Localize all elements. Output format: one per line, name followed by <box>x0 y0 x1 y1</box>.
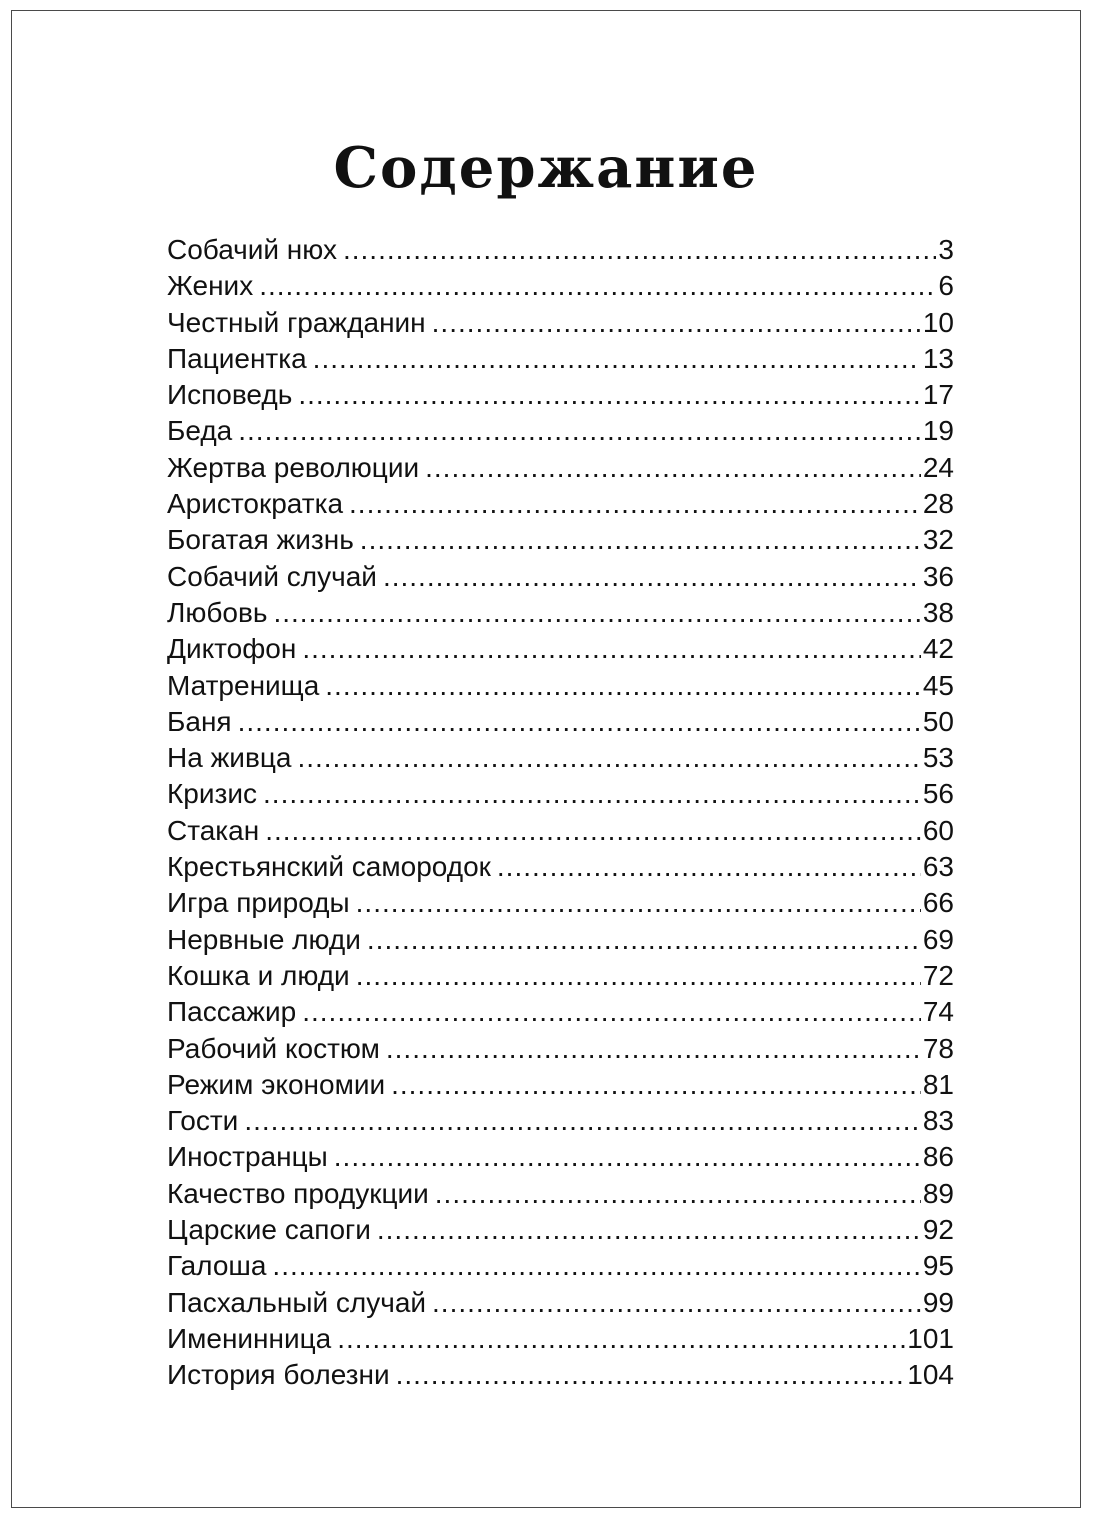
toc-entry-title: Любовь <box>167 596 268 628</box>
toc-entry-title: Качество продукции <box>167 1177 429 1209</box>
toc-entry-title: Иностранцы <box>167 1141 328 1173</box>
toc-entry-page: 36 <box>922 560 954 592</box>
dot-leader <box>391 1067 921 1103</box>
toc-entry[interactable] <box>167 1248 954 1284</box>
toc-entry-title: Диктофон <box>167 633 297 665</box>
toc-entry[interactable] <box>167 595 954 631</box>
toc-entry[interactable] <box>167 268 954 304</box>
dot-leader <box>298 377 921 413</box>
toc-entry-page: 92 <box>922 1214 954 1246</box>
toc-entry-title: Рабочий костюм <box>167 1032 380 1064</box>
toc-entry-title: Гости <box>167 1105 239 1137</box>
toc-entry-title: Богатая жизнь <box>167 524 354 556</box>
toc-entry-title: Пасхальный случай <box>167 1286 427 1318</box>
dot-leader <box>334 1139 921 1175</box>
dot-leader <box>263 776 921 812</box>
dot-leader <box>396 1357 906 1393</box>
toc-entry[interactable] <box>167 922 954 958</box>
toc-entry-title: Жених <box>167 270 254 302</box>
toc-entry-page: 53 <box>922 742 954 774</box>
toc-entry[interactable] <box>167 958 954 994</box>
dot-leader <box>377 1212 921 1248</box>
toc-entry[interactable] <box>167 377 954 413</box>
dot-leader <box>367 922 921 958</box>
dot-leader <box>259 268 936 304</box>
toc-entry-page: 24 <box>922 451 954 483</box>
toc-entry[interactable] <box>167 704 954 740</box>
toc-entry[interactable] <box>167 341 954 377</box>
toc-entry-page: 63 <box>922 851 954 883</box>
toc-entry-title: Жертва революции <box>167 451 420 483</box>
toc-entry-title: Беда <box>167 415 233 447</box>
toc-entry[interactable] <box>167 1067 954 1103</box>
table-of-contents <box>167 232 954 1394</box>
toc-entry[interactable] <box>167 994 954 1030</box>
toc-entry[interactable] <box>167 740 954 776</box>
toc-entry-title: Царские сапоги <box>167 1214 371 1246</box>
toc-entry-page: 89 <box>922 1177 954 1209</box>
toc-entry-title: Именинница <box>167 1322 332 1354</box>
toc-entry-title: Аристократка <box>167 488 344 520</box>
dot-leader <box>273 595 920 631</box>
dot-leader <box>432 305 921 341</box>
page-title: Содержание <box>333 135 759 201</box>
dot-leader <box>302 994 921 1030</box>
toc-entry-title: Честный гражданин <box>167 306 426 338</box>
toc-entry[interactable] <box>167 1176 954 1212</box>
toc-entry[interactable] <box>167 1357 954 1393</box>
toc-entry-title: История болезни <box>167 1359 390 1391</box>
toc-entry-page: 3 <box>938 234 954 265</box>
toc-entry-page: 101 <box>907 1322 954 1354</box>
toc-entry-page: 17 <box>922 379 954 411</box>
dot-leader <box>432 1285 921 1321</box>
toc-entry-page: 42 <box>922 633 954 665</box>
toc-entry-title: Игра природы <box>167 887 350 919</box>
toc-entry-page: 56 <box>922 778 954 810</box>
toc-entry-title: Баня <box>167 705 232 737</box>
toc-entry-page: 99 <box>922 1286 954 1318</box>
dot-leader <box>356 885 921 921</box>
toc-entry[interactable] <box>167 1321 954 1357</box>
toc-entry[interactable] <box>167 1212 954 1248</box>
dot-leader <box>360 522 921 558</box>
toc-entry-title: Матренища <box>167 669 320 701</box>
toc-entry[interactable] <box>167 776 954 812</box>
toc-entry-title: Режим экономии <box>167 1068 386 1100</box>
toc-entry-title: Собачий случай <box>167 560 377 592</box>
dot-leader <box>343 232 936 268</box>
toc-entry[interactable] <box>167 813 954 849</box>
toc-entry-title: Исповедь <box>167 379 293 411</box>
dot-leader <box>356 958 921 994</box>
dot-leader <box>244 1103 921 1139</box>
toc-entry[interactable] <box>167 1139 954 1175</box>
toc-entry[interactable] <box>167 522 954 558</box>
toc-entry-page: 19 <box>922 415 954 447</box>
toc-entry-page: 28 <box>922 488 954 520</box>
toc-entry-title: Нервные люди <box>167 923 361 955</box>
toc-entry[interactable] <box>167 1103 954 1139</box>
toc-entry-page: 10 <box>922 306 954 338</box>
toc-entry-page: 86 <box>922 1141 954 1173</box>
toc-entry-page: 50 <box>922 705 954 737</box>
dot-leader <box>383 559 921 595</box>
toc-entry[interactable] <box>167 486 954 522</box>
toc-entry-page: 6 <box>938 270 954 302</box>
toc-entry[interactable] <box>167 849 954 885</box>
toc-entry-page: 81 <box>922 1068 954 1100</box>
dot-leader <box>297 740 920 776</box>
toc-entry-page: 78 <box>922 1032 954 1064</box>
toc-entry[interactable] <box>167 232 954 268</box>
toc-entry[interactable] <box>167 413 954 449</box>
toc-entry[interactable] <box>167 1285 954 1321</box>
dot-leader <box>272 1248 920 1284</box>
page-frame <box>11 10 1081 1508</box>
toc-entry-page: 74 <box>922 996 954 1028</box>
dot-leader <box>313 341 921 377</box>
toc-entry-title: Собачий нюх <box>167 234 337 265</box>
dot-leader <box>349 486 921 522</box>
toc-entry-page: 72 <box>922 959 954 991</box>
toc-entry-page: 95 <box>922 1250 954 1282</box>
dot-leader <box>386 1031 921 1067</box>
toc-entry-page: 104 <box>907 1359 954 1391</box>
toc-entry-page: 69 <box>922 923 954 955</box>
toc-entry-title: На живца <box>167 742 292 774</box>
toc-entry-page: 45 <box>922 669 954 701</box>
toc-entry-page: 38 <box>922 596 954 628</box>
dot-leader <box>337 1321 905 1357</box>
dot-leader <box>497 849 921 885</box>
toc-entry[interactable] <box>167 450 954 486</box>
dot-leader <box>435 1176 921 1212</box>
dot-leader <box>425 450 921 486</box>
dot-leader <box>325 668 921 704</box>
toc-entry[interactable] <box>167 631 954 667</box>
toc-entry-title: Галоша <box>167 1250 267 1282</box>
toc-entry-title: Пассажир <box>167 996 297 1028</box>
toc-entry-title: Пациентка <box>167 342 307 374</box>
toc-entry[interactable] <box>167 1031 954 1067</box>
dot-leader <box>265 813 921 849</box>
toc-entry[interactable] <box>167 305 954 341</box>
toc-entry-page: 66 <box>922 887 954 919</box>
dot-leader <box>238 704 921 740</box>
dot-leader <box>302 631 921 667</box>
toc-entry[interactable] <box>167 885 954 921</box>
toc-entry-title: Кошка и люди <box>167 959 350 991</box>
toc-entry-page: 83 <box>922 1105 954 1137</box>
toc-entry-page: 13 <box>922 342 954 374</box>
toc-entry-title: Кризис <box>167 778 258 810</box>
dot-leader <box>238 413 921 449</box>
toc-entry-page: 32 <box>922 524 954 556</box>
toc-entry-title: Стакан <box>167 814 260 846</box>
toc-entry[interactable] <box>167 668 954 704</box>
toc-entry-title: Крестьянский самородок <box>167 851 491 883</box>
toc-entry[interactable] <box>167 559 954 595</box>
toc-entry-page: 60 <box>922 814 954 846</box>
